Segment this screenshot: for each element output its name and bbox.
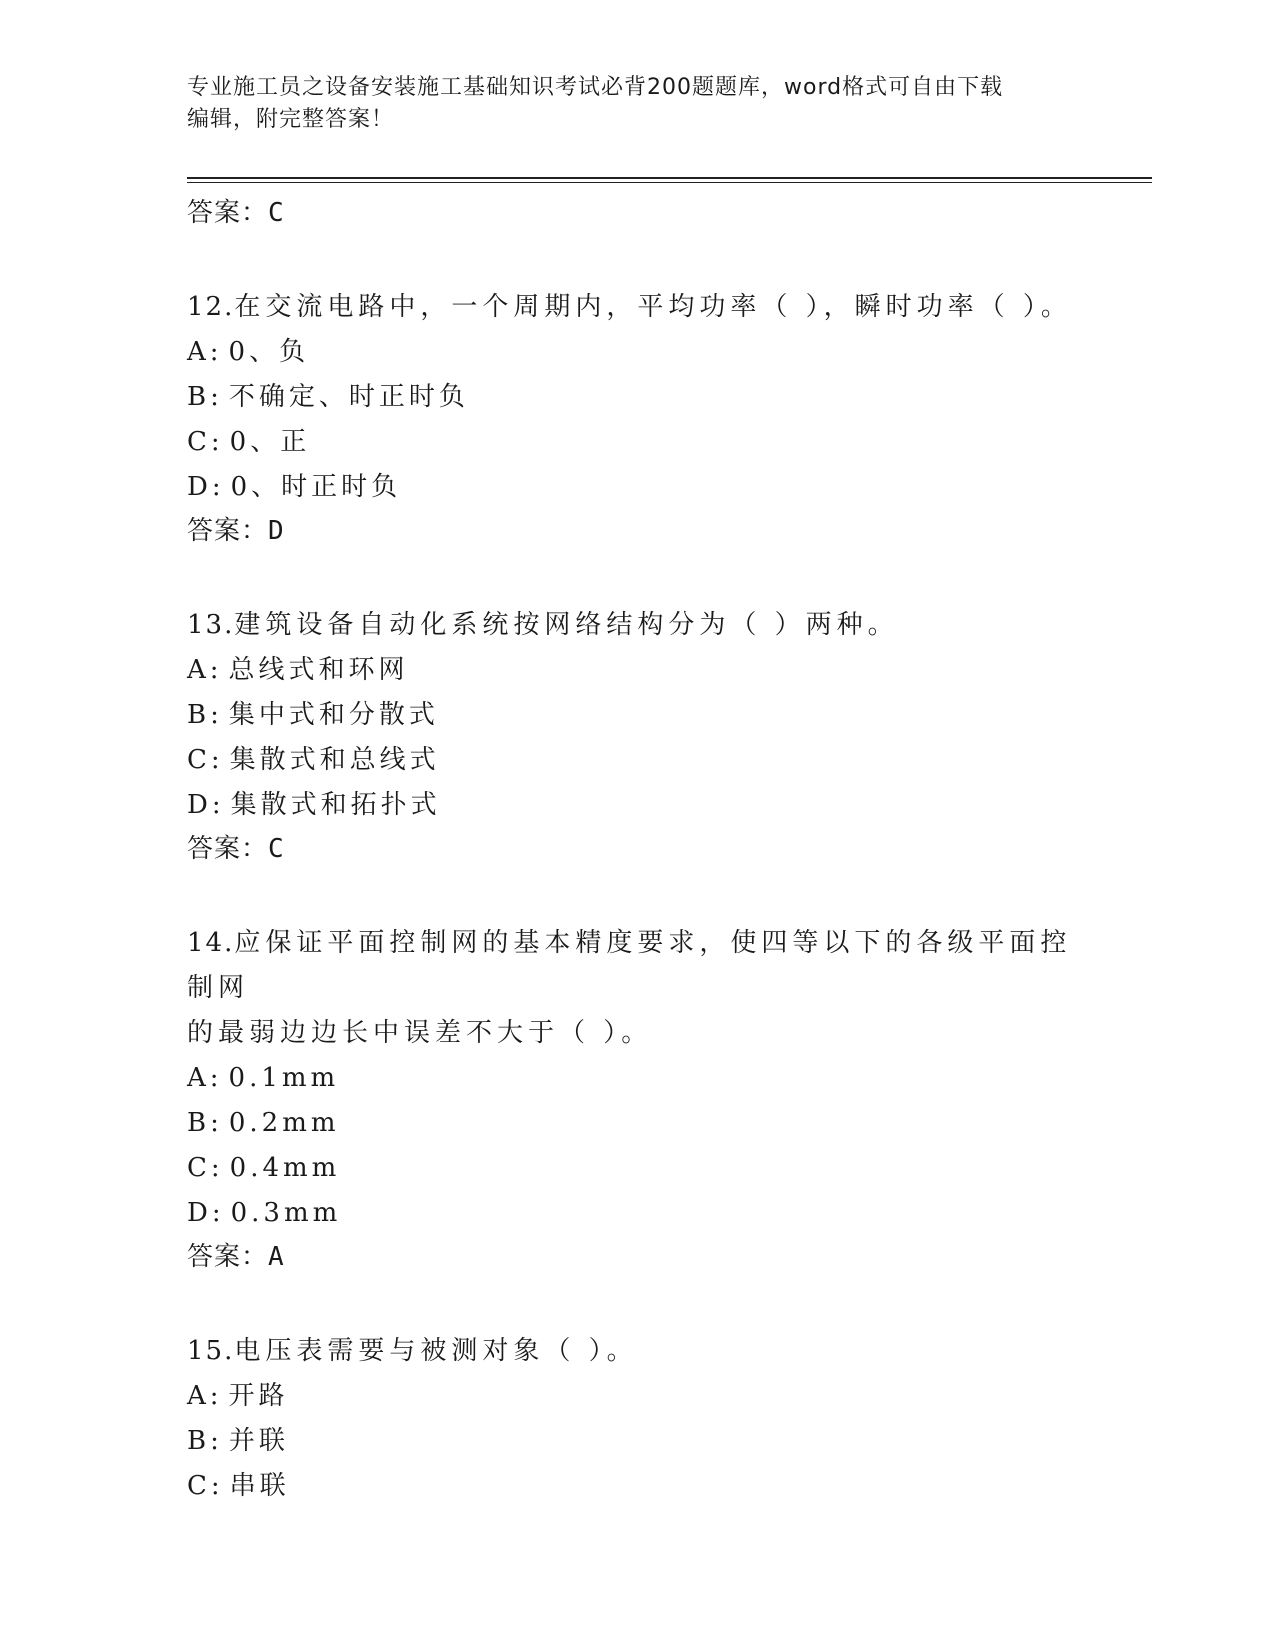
option-d bbox=[187, 783, 1087, 828]
question-text: 在交流电路中，一个周期内，平均功率（ ），瞬时功率（ ）。 bbox=[234, 292, 1072, 322]
header-rule-thin bbox=[187, 182, 1152, 183]
option-c bbox=[187, 738, 1087, 783]
option-c bbox=[187, 1464, 1087, 1509]
option-c bbox=[187, 420, 1087, 465]
option-letter: A: bbox=[187, 1381, 223, 1411]
answer-value: A bbox=[268, 1242, 285, 1272]
option-text: 0、正 bbox=[229, 427, 311, 457]
question-15 bbox=[187, 1329, 1087, 1509]
question-number: 15. bbox=[187, 1336, 235, 1366]
header-rule-thick bbox=[187, 177, 1152, 179]
answer-label: 答案： bbox=[187, 198, 269, 228]
option-letter: D: bbox=[187, 472, 225, 502]
answer-line bbox=[187, 514, 1087, 548]
option-text: 集中式和分散式 bbox=[228, 700, 439, 730]
answer-line bbox=[187, 1240, 1087, 1274]
question-12 bbox=[187, 285, 1087, 548]
option-a bbox=[187, 1056, 1087, 1101]
option-letter: A: bbox=[187, 1063, 223, 1093]
option-letter: C: bbox=[187, 427, 224, 457]
option-letter: B: bbox=[187, 382, 223, 412]
option-letter: C: bbox=[187, 1471, 224, 1501]
question-stem bbox=[187, 603, 1087, 648]
option-text: 并联 bbox=[228, 1426, 289, 1456]
question-14 bbox=[187, 921, 1087, 1274]
question-number: 14. bbox=[187, 928, 235, 958]
answer-line-prev bbox=[187, 196, 1087, 230]
option-b bbox=[187, 693, 1087, 738]
option-letter: B: bbox=[187, 1108, 223, 1138]
option-letter: A: bbox=[187, 655, 223, 685]
option-text: 0.1mm bbox=[228, 1063, 340, 1093]
answer-label: 答案： bbox=[187, 834, 269, 864]
option-c bbox=[187, 1146, 1087, 1191]
question-number: 13. bbox=[187, 610, 235, 640]
option-text: 0、时正时负 bbox=[230, 472, 402, 502]
option-letter: C: bbox=[187, 1153, 224, 1183]
option-d bbox=[187, 465, 1087, 510]
option-text: 0.2mm bbox=[228, 1108, 340, 1138]
option-b bbox=[187, 1419, 1087, 1464]
option-a bbox=[187, 648, 1087, 693]
question-stem bbox=[187, 1329, 1087, 1374]
answer-value: D bbox=[268, 516, 285, 546]
question-text-line-2: 的最弱边边长中误差不大于（ ）。 bbox=[187, 1018, 653, 1048]
question-13 bbox=[187, 603, 1087, 866]
question-stem-continued bbox=[187, 1011, 1087, 1056]
answer-line bbox=[187, 832, 1087, 866]
option-a bbox=[187, 1374, 1087, 1419]
answer-label: 答案： bbox=[187, 1242, 269, 1272]
question-content bbox=[187, 192, 1087, 1509]
option-text: 0、负 bbox=[228, 337, 310, 367]
header-line-2: 编辑，附完整答案！ bbox=[187, 107, 395, 132]
option-b bbox=[187, 375, 1087, 420]
option-text: 总线式和环网 bbox=[228, 655, 409, 685]
answer-label: 答案： bbox=[187, 516, 269, 546]
option-text: 开路 bbox=[228, 1381, 289, 1411]
option-letter: D: bbox=[187, 790, 225, 820]
option-text: 0.4mm bbox=[229, 1153, 341, 1183]
option-text: 串联 bbox=[229, 1471, 290, 1501]
option-b bbox=[187, 1101, 1087, 1146]
page-header bbox=[187, 72, 1077, 136]
header-line-1: 专业施工员之设备安装施工基础知识考试必背200题题库，word格式可自由下载 bbox=[187, 75, 1004, 100]
answer-value: C bbox=[268, 198, 285, 228]
question-text: 电压表需要与被测对象（ ）。 bbox=[234, 1336, 638, 1366]
question-stem bbox=[187, 921, 1087, 1011]
option-text: 不确定、时正时负 bbox=[228, 382, 469, 412]
answer-value: C bbox=[268, 834, 285, 864]
question-text: 建筑设备自动化系统按网络结构分为（ ）两种。 bbox=[234, 610, 899, 640]
option-d bbox=[187, 1191, 1087, 1236]
option-letter: C: bbox=[187, 745, 224, 775]
question-stem bbox=[187, 285, 1087, 330]
option-text: 0.3mm bbox=[230, 1198, 342, 1228]
option-text: 集散式和总线式 bbox=[229, 745, 440, 775]
option-letter: B: bbox=[187, 1426, 223, 1456]
question-text-line-1: 应保证平面控制网的基本精度要求，使四等以下的各级平面控制网 bbox=[187, 928, 1072, 1003]
option-text: 集散式和拓扑式 bbox=[230, 790, 441, 820]
question-number: 12. bbox=[187, 292, 235, 322]
option-a bbox=[187, 330, 1087, 375]
option-letter: B: bbox=[187, 700, 223, 730]
option-letter: D: bbox=[187, 1198, 225, 1228]
option-letter: A: bbox=[187, 337, 223, 367]
